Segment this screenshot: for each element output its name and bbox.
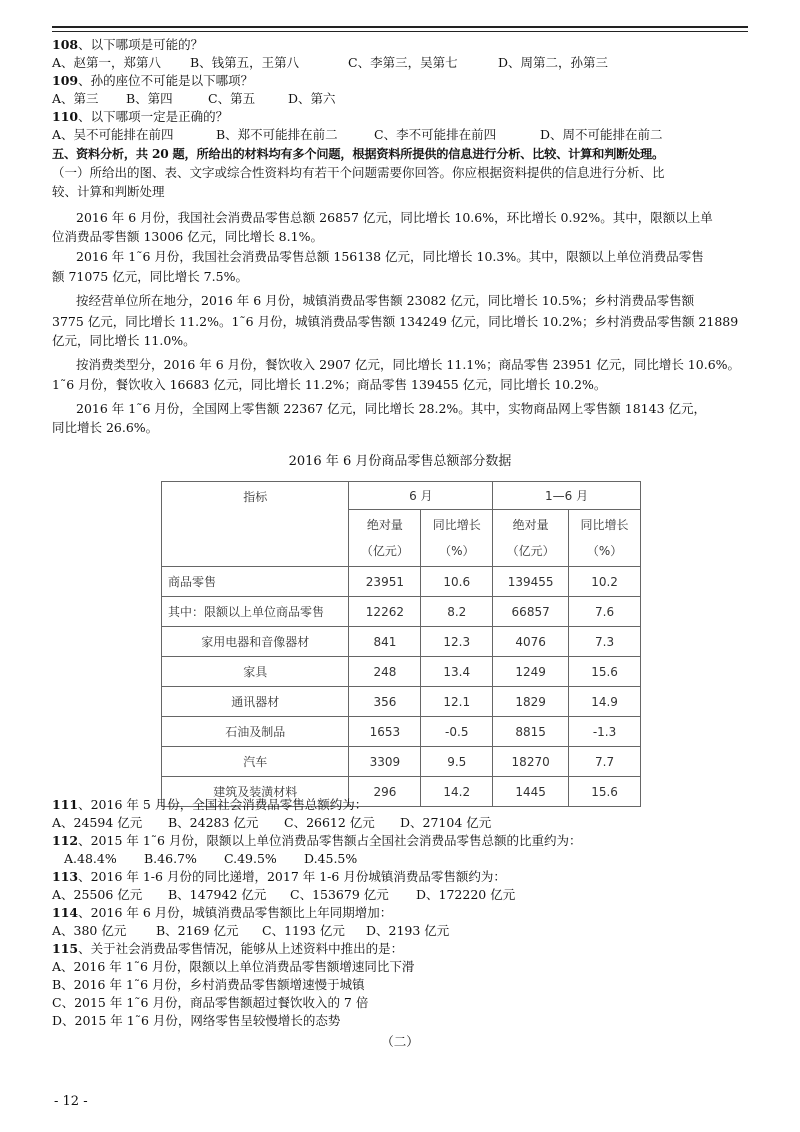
paragraph-4-line2: 1˜6 月份，餐饮收入 16683 亿元，同比增长 11.2%；商品零售 139455 亿元，同比增长 10.2%。 — [52, 377, 607, 392]
option-d: D、第六 — [288, 91, 336, 106]
paragraph-3-line2: 3775 亿元，同比增长 11.2%。1˜6 月份，城镇消费品零售额 134249 亿元，同比增长 10.2%；乡村消费品零售额 21889 — [52, 314, 739, 329]
table-row: 家具 248 13.4 1249 15.6 — [162, 657, 641, 687]
option-c: C.49.5% — [224, 851, 277, 866]
option-b: B、第四 — [126, 91, 173, 106]
option-c: C、2015 年 1˜6 月份，商品零售额超过餐饮收入的 7 倍 — [52, 995, 369, 1010]
table-row: 商品零售 23951 10.6 139455 10.2 — [162, 567, 641, 597]
option-a: A、25506 亿元 — [52, 887, 143, 902]
section-heading: 五、资料分析，共 20 题，所给出的材料均有多个问题，根据资料所提供的信息进行分析、比较、计算和判断处理。 — [52, 147, 665, 161]
option-c: C、1193 亿元 — [262, 923, 345, 938]
paragraph-2-line2: 额 71075 亿元，同比增长 7.5%。 — [52, 269, 248, 284]
subheader-yoy: 同比增长 （%） — [421, 510, 493, 567]
question-111: 111、2016 年 5 月份，全国社会消费品零售总额约为： — [52, 797, 368, 812]
option-b: B、147942 亿元 — [168, 887, 267, 902]
subheader-abs: 绝对量 （亿元） — [349, 510, 421, 567]
option-a: A、第三 — [52, 91, 99, 106]
paragraph-5-line1: 2016 年 1˜6 月份，全国网上零售额 22367 亿元，同比增长 28.2%。其中，实物商品网上零售额 18143 亿元， — [76, 401, 706, 416]
option-c: C、第五 — [208, 91, 256, 106]
section-intro-line2: 较、计算和判断处理 — [52, 184, 165, 199]
option-d: D、172220 亿元 — [416, 887, 516, 902]
option-a: A、380 亿元 — [52, 923, 127, 938]
option-a: A.48.4% — [64, 851, 117, 866]
option-d: D、周不可能排在前二 — [540, 127, 663, 142]
paragraph-5-line2: 同比增长 26.6%。 — [52, 420, 159, 435]
option-a: A、赵第一，郑第八 — [52, 55, 162, 70]
paragraph-1-line1: 2016 年 6 月份，我国社会消费品零售总额 26857 亿元，同比增长 10.6%，环比增长 0.92%。其中，限额以上单 — [76, 210, 713, 225]
paragraph-1-line2: 位消费品零售额 13006 亿元，同比增长 8.1%。 — [52, 229, 323, 244]
option-a: A、2016 年 1˜6 月份，限额以上单位消费品零售额增速同比下滑 — [52, 959, 415, 974]
option-d: D、2193 亿元 — [366, 923, 450, 938]
option-b: B、2016 年 1˜6 月份，乡村消费品零售额增速慢于城镇 — [52, 977, 365, 992]
option-a: A、吴不可能排在前四 — [52, 127, 174, 142]
question-110: 110、以下哪项一定是正确的？ — [52, 109, 229, 124]
option-b: B.46.7% — [144, 851, 197, 866]
subsection-label: （二） — [381, 1034, 419, 1049]
question-112: 112、2015 年 1˜6 月份，限额以上单位消费品零售额占全国社会消费品零售总额的比重约为： — [52, 833, 582, 848]
option-d: D、2015 年 1˜6 月份，网络零售呈较慢增长的态势 — [52, 1013, 341, 1028]
table-row: 家用电器和音像器材 841 12.3 4076 7.3 — [162, 627, 641, 657]
subheader-abs: 绝对量 （亿元） — [493, 510, 569, 567]
question-115: 115、关于社会消费品零售情况，能够从上述资料中推出的是： — [52, 941, 404, 956]
option-c: C、26612 亿元 — [284, 815, 375, 830]
option-b: B、2169 亿元 — [156, 923, 239, 938]
option-c: C、李第三，吴第七 — [348, 55, 458, 70]
paragraph-4-line1: 按消费类型分，2016 年 6 月份，餐饮收入 2907 亿元，同比增长 11.1%；商品零售 23951 亿元，同比增长 10.6%。 — [76, 357, 741, 372]
table-caption: 2016 年 6 月份商品零售总额部分数据 — [288, 454, 512, 469]
retail-data-table — [161, 481, 641, 807]
option-d: D.45.5% — [304, 851, 358, 866]
paragraph-3-line1: 按经营单位所在地分，2016 年 6 月份，城镇消费品零售额 23082 亿元，同比增长 10.5%；乡村消费品零售额 — [76, 293, 695, 308]
option-c: C、李不可能排在前四 — [374, 127, 497, 142]
table-row: 其中：限额以上单位商品零售 12262 8.2 66857 7.6 — [162, 597, 641, 627]
header-rule-thin — [52, 31, 748, 32]
question-108: 108、以下哪项是可能的？ — [52, 37, 204, 52]
table-row: 汽车 3309 9.5 18270 7.7 — [162, 747, 641, 777]
subheader-yoy: 同比增长 （%） — [569, 510, 641, 567]
question-113: 113、2016 年 1-6 月份的同比递增，2017 年 1-6 月份城镇消费品零售额约为： — [52, 869, 506, 884]
table-row: 石油及制品 1653 -0.5 8815 -1.3 — [162, 717, 641, 747]
option-d: D、周第二，孙第三 — [498, 55, 609, 70]
header-indicator: 指标 — [162, 482, 349, 567]
header-rule-thick — [52, 26, 748, 28]
header-june: 6 月 — [349, 482, 493, 510]
question-114: 114、2016 年 6 月份，城镇消费品零售额比上年同期增加： — [52, 905, 393, 920]
option-c: C、153679 亿元 — [290, 887, 389, 902]
option-a: A、24594 亿元 — [52, 815, 143, 830]
table-row: 通讯器材 356 12.1 1829 14.9 — [162, 687, 641, 717]
option-b: B、郑不可能排在前二 — [216, 127, 338, 142]
option-b: B、24283 亿元 — [168, 815, 259, 830]
option-b: B、钱第五，王第八 — [190, 55, 300, 70]
header-jan-june: 1—6 月 — [493, 482, 641, 510]
paragraph-3-line3: 亿元，同比增长 11.0%。 — [52, 333, 196, 348]
question-109: 109、孙的座位不可能是以下哪项？ — [52, 73, 254, 88]
table-row: 建筑及装潢材料 296 14.2 1445 15.6 — [162, 777, 641, 807]
table-header-row — [162, 482, 641, 510]
section-intro-line1: （一）所给出的图、表、文字或综合性资料均有若干个问题需要你回答。你应根据资料提供的信息进行分析、比 — [52, 165, 665, 180]
page-number: - 12 - — [54, 1094, 88, 1109]
option-d: D、27104 亿元 — [400, 815, 492, 830]
paragraph-2-line1: 2016 年 1˜6 月份，我国社会消费品零售总额 156138 亿元，同比增长 10.3%。其中，限额以上单位消费品零售 — [76, 249, 704, 264]
